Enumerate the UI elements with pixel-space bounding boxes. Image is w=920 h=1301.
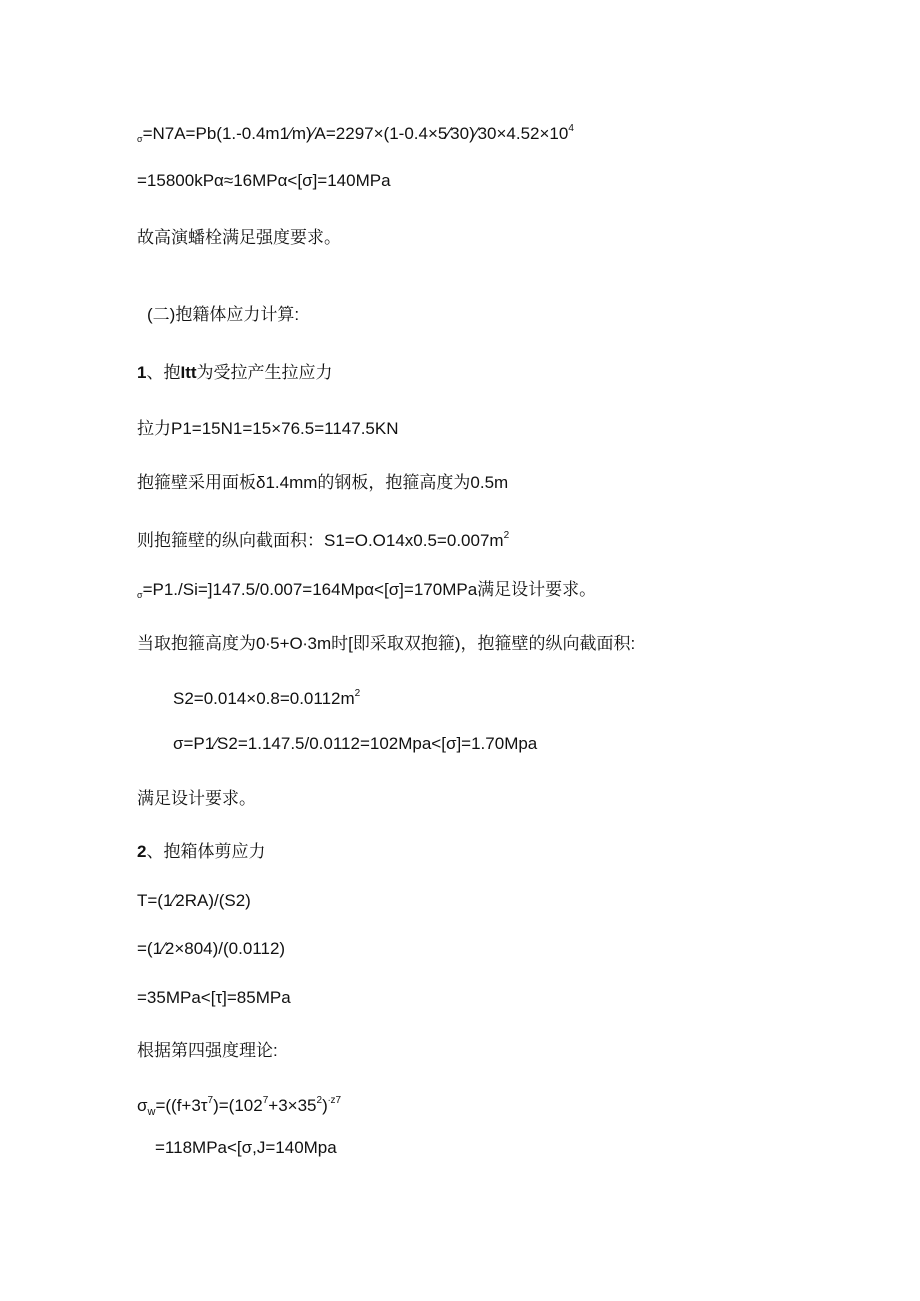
subsection-number: 1 (137, 363, 147, 382)
formula-line-section-area-s1 (137, 525, 509, 552)
formula-line-von-mises (137, 1090, 341, 1123)
section-heading-hoop-stress (147, 304, 299, 326)
sigma-symbol: σ (137, 590, 143, 600)
formula-line-shear-def (137, 890, 251, 912)
conclusion-line-bolt (137, 227, 341, 249)
formula-text: =(1∕2×804)/(0.0112) (137, 939, 286, 958)
formula-text: +3×35 (268, 1096, 317, 1115)
paragraph-text: 满足设计要求。 (137, 789, 256, 808)
paragraph-text: 当取抱箍高度为0∙5+O∙3m时[即采取双抱箍)，抱箍壁的纵向截面积: (137, 634, 636, 653)
formula-line-bolt-stress (137, 118, 574, 150)
subsection-heading-tension (137, 362, 333, 384)
subsection-number: 2 (137, 842, 147, 861)
paragraph-text: 根据第四强度理论: (137, 1041, 278, 1060)
heading-bold-text: Itt (180, 363, 197, 382)
formula-text: S2=0.014×0.8=0.0112m (173, 689, 355, 708)
formula-text: =35MPa<[τ]=85MPa (137, 988, 291, 1007)
subsection-heading-shear (137, 841, 265, 863)
formula-line-stress-s2 (173, 733, 537, 755)
conclusion-line-design (137, 788, 256, 810)
exponent: 2 (503, 530, 510, 541)
formula-text: )=(102 (213, 1096, 263, 1115)
exponent: ∙z7 (327, 1095, 342, 1106)
sigma-symbol: σ (137, 1096, 148, 1115)
paragraph-text: 故高演蟠栓满足强度要求。 (137, 228, 341, 247)
formula-line-section-area-s2 (173, 683, 360, 710)
formula-text: =N7A=Pb(1.-0.4m1∕m)∕A=2297×(1-0.4×5∕30)∕30×4.52×10 (142, 124, 569, 143)
formula-text: 拉力P1=15N1=15×76.5=1147.5KN (137, 419, 399, 438)
formula-text: ) (322, 1096, 328, 1115)
formula-line-shear-sub (137, 938, 285, 960)
heading-text: (二)抱籍体应力计算: (147, 305, 300, 324)
formula-text: =((f+3τ (155, 1096, 208, 1115)
paragraph-double-hoop (137, 633, 635, 655)
formula-line-tensile-stress (137, 579, 596, 606)
exponent: 7 (262, 1095, 269, 1106)
paragraph-fourth-theory (137, 1040, 278, 1062)
formula-text: =P1./Si=]147.5/0.007=164Mpα<[σ]=170MPa满足设计要求。 (142, 580, 597, 599)
formula-text: 则抱箍壁的纵向截面积：S1=O.O14x0.5=0.007m (137, 531, 504, 550)
formula-text: σ=P1∕S2=1.147.5/0.0112=102Mpa<[σ]=1.70Mpa (173, 734, 538, 753)
heading-text: 、抱箱体剪应力 (146, 842, 266, 861)
heading-text: 、抱 (146, 363, 181, 382)
formula-text: =15800kPα≈16MPα<[σ]=140MPa (137, 171, 391, 190)
exponent: 7 (207, 1095, 214, 1106)
subscript: w (147, 1106, 156, 1118)
exponent: 2 (354, 688, 361, 699)
formula-text: =118MPa<[σ,J=140Mpa (155, 1138, 337, 1157)
paragraph-text: 抱箍壁采用面板δ1.4mm的钢板，抱箍高度为0.5m (137, 473, 509, 492)
formula-line-tension-force (137, 418, 399, 440)
formula-line-von-mises-result (155, 1137, 337, 1159)
heading-text-rest: 为受拉产生拉应力 (196, 363, 333, 382)
formula-line-bolt-result (137, 170, 391, 192)
formula-text: T=(1∕2RA)/(S2) (137, 891, 251, 910)
exponent: 4 (568, 123, 574, 134)
exponent: 2 (316, 1095, 323, 1106)
sigma-symbol: σ (137, 134, 143, 144)
formula-line-shear-result (137, 987, 291, 1009)
paragraph-hoop-plate (137, 472, 508, 494)
